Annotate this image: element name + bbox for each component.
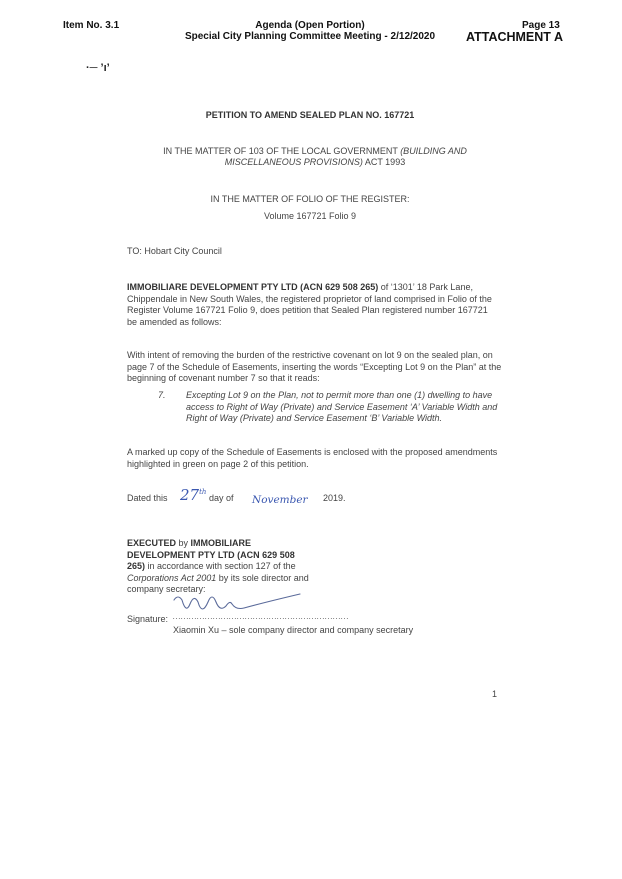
dated-prefix: Dated this: [127, 493, 168, 503]
signature-dots: …………………………………………………………: [172, 611, 348, 621]
folio-line-1: IN THE MATTER OF FOLIO OF THE REGISTER:: [210, 194, 410, 204]
dated-mid: day of: [209, 493, 234, 503]
petitioner-name: IMMOBILIARE DEVELOPMENT PTY LTD (ACN 629 508 265): [127, 282, 379, 292]
dated-day-suffix: th: [199, 488, 207, 496]
para2-line-2: page 7 of the Schedule of Easements, inserting the words “Excepting Lot 9 on the Plan” at the: [127, 361, 502, 372]
corner-mark: ·─ ’ı’: [86, 62, 110, 74]
matter-line-1-prefix: IN THE MATTER OF 103 OF THE LOCAL GOVERNMENT: [163, 146, 398, 156]
para1-line-2: Chippendale in New South Wales, the registered proprietor of land comprised in Folio of the: [127, 293, 492, 304]
executed-line-3: 265) in accordance with section 127 of the: [127, 561, 296, 571]
executed-line-4: Corporations Act 2001 by its sole director and: [127, 572, 309, 583]
covenant-line-2: access to Right of Way (Private) and Service Easement ‘A’ Variable Width and: [186, 401, 498, 412]
para1-line-4: be amended as follows:: [127, 316, 222, 327]
attachment-label: ATTACHMENT A: [466, 30, 563, 44]
matter-line-1-italic: (BUILDING AND: [400, 146, 467, 156]
signature-scrawl: [170, 590, 348, 622]
para2-line-3: beginning of covenant number 7 so that it reads:: [127, 373, 320, 383]
dated-year: 2019.: [323, 493, 346, 503]
dated-day: 27th: [180, 486, 207, 504]
matter-line-2-italic: MISCELLANEOUS PROVISIONS): [224, 157, 363, 167]
dated-month: November: [252, 494, 308, 506]
matter-line-2-suffix: ACT 1993: [364, 157, 406, 167]
para2-line-1: With intent of removing the burden of the restrictive covenant on lot 9 on the sealed plan, on: [127, 350, 493, 360]
covenant-line-1: Excepting Lot 9 on the Plan, not to permit more than one (1) dwelling to have: [186, 390, 493, 400]
executed-line-5: company secretary:: [127, 584, 206, 594]
executed-line-2: DEVELOPMENT PTY LTD (ACN 629 508: [127, 549, 295, 560]
execution-clause: [127, 538, 327, 596]
covenant-text: [186, 390, 506, 425]
item-number: Item No. 3.1: [63, 20, 120, 31]
para1-address: of ‘1301’ 18 Park Lane,: [378, 282, 473, 292]
page-label: Page 13: [522, 20, 560, 31]
folio-line-2: Volume 167721 Folio 9: [263, 211, 357, 221]
enclosure-paragraph: [127, 447, 507, 470]
covenant-line-3: Right of Way (Private) and Service Easement ‘B’ Variable Width.: [186, 413, 443, 423]
signature-label: Signature:: [127, 614, 169, 624]
covenant-number: 7.: [158, 390, 166, 400]
petitioner-paragraph: [127, 282, 507, 328]
para3-line-1: A marked up copy of the Schedule of Easements is enclosed with the proposed amendments: [127, 447, 498, 457]
agenda-title: Agenda (Open Portion): [255, 20, 365, 31]
executed-line-1: EXECUTED by IMMOBILIARE: [127, 538, 252, 548]
addressee: TO: Hobart City Council: [127, 246, 222, 256]
matter-line-1: [110, 146, 520, 158]
page-number: 1: [492, 689, 498, 699]
signatory-name: Xiaomin Xu – sole company director and company secretary: [173, 625, 414, 635]
para1-line-1: [127, 282, 507, 294]
intent-paragraph: [127, 350, 507, 385]
petition-title: PETITION TO AMEND SEALED PLAN NO. 167721: [205, 110, 415, 120]
para3-line-2: highlighted in green on page 2 of this petition.: [127, 458, 309, 469]
meeting-title: Special City Planning Committee Meeting - 2/12/2020: [184, 31, 436, 42]
para1-line-3: Register Volume 167721 Folio 9, does petition that Sealed Plan registered number 167721: [127, 305, 488, 315]
matter-line-2: [110, 157, 520, 169]
